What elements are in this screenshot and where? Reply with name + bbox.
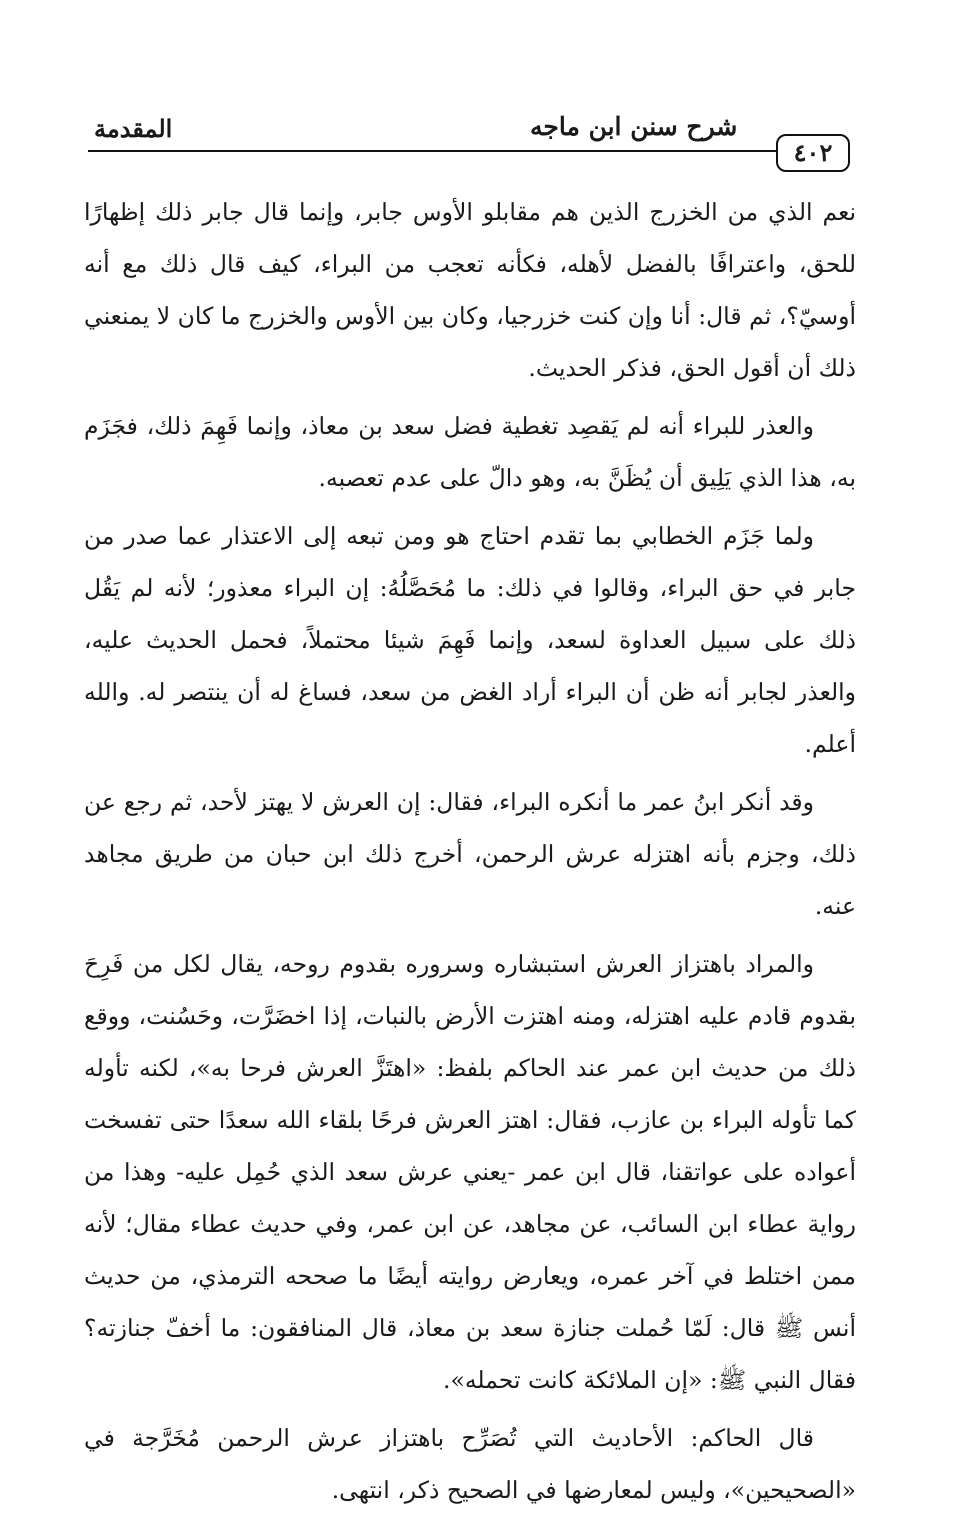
page-header bbox=[88, 110, 864, 166]
body-text bbox=[84, 186, 856, 1522]
section-title: المقدمة bbox=[94, 114, 173, 143]
paragraph: قال الحاكم: الأحاديث التي تُصَرِّح باهتزاز عرش الرحمن مُخَرَّجة في «الصحيحين»، وليس لمعارضها في الصحيح ذكر، انتهى. bbox=[84, 1424, 856, 1504]
paragraph: والمراد باهتزاز العرش استبشاره وسروره بقدوم روحه، يقال لكل من فَرِحَ بقدوم قادم عليه اهتزله، ومنه اهتزت الأرض بالنبات، إذا اخضَرَّت، وحَسُنت، ووقع ذلك من حديث ابن عمر عند الحاكم بلفظ: «اهتَزَّ العرش فرحا به»، لكنه تأوله كما تأوله البراء بن عازب، فقال: اهتز العرش فرحًا بلقاء الله سعدًا حتى تفسخت أعواده على عواتقنا، قال ابن عمر -يعني عرش سعد الذي حُمِل عليه- وهذا من رواية عطاء ابن السائب، عن مجاهد، عن ابن عمر، وفي حديث عطاء مقال؛ لأنه ممن اختلط في آخر عمره، ويعارض روايته أيضًا ما صححه الترمذي، من حديث أنس ﷺ قال: لَمّا حُملت جنازة سعد بن معاذ، قال المنافقون: ما أخفّ جنازته؟ فقال النبي ﷺ: «إن الملائكة كانت تحمله». bbox=[84, 950, 856, 1394]
paragraph: والعذر للبراء أنه لم يَقصِد تغطية فضل سعد بن معاذ، وإنما فَهِمَ ذلك، فجَزَم به، هذا الذي يَلِيق أن يُظَنَّ به، وهو دالّ على عدم تعصبه. bbox=[84, 412, 856, 492]
header-rule bbox=[88, 150, 778, 152]
paragraph: ولما جَزَم الخطابي بما تقدم احتاج هو ومن تبعه إلى الاعتذار عما صدر من جابر في حق البراء، وقالوا في ذلك: ما مُحَصَّلُهُ: إن البراء معذور؛ لأنه لم يَقُل ذلك على سبيل العداوة لسعد، وإنما فَهِمَ شيئا محتملاً، فحمل الحديث عليه، والعذر لجابر أنه ظن أن البراء أراد الغض من سعد، فساغ له أن ينتصر له. والله أعلم. bbox=[84, 522, 856, 758]
paragraph: نعم الذي من الخزرج الذين هم مقابلو الأوس جابر، وإنما قال جابر ذلك إظهارًا للحق، واعترافًا بالفضل لأهله، فكأنه تعجب من البراء، كيف قال ذلك مع أنه أوسيّ؟، ثم قال: أنا وإن كنت خزرجيا، وكان بين الأوس والخزرج ما كان لا يمنعني ذلك أن أقول الحق، فذكر الحديث. bbox=[84, 198, 856, 382]
page-number: ٤٠٢ bbox=[776, 134, 850, 172]
paragraph: وقد أنكر ابنُ عمر ما أنكره البراء، فقال: إن العرش لا يهتز لأحد، ثم رجع عن ذلك، وجزم بأنه اهتزله عرش الرحمن، أخرج ذلك ابن حبان من طريق مجاهد عنه. bbox=[84, 788, 856, 920]
book-title: شرح سنن ابن ماجه bbox=[530, 112, 738, 141]
